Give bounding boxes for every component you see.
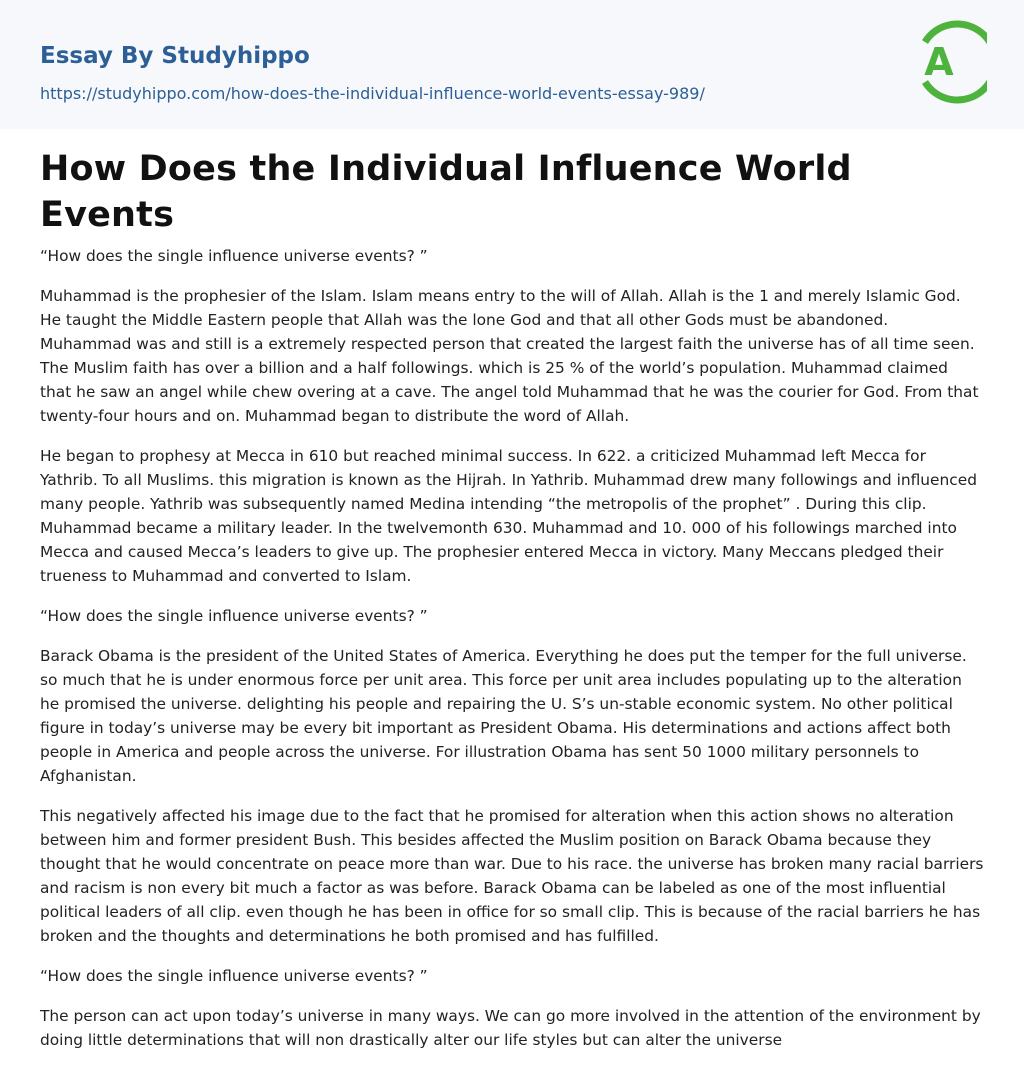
essay-paragraph: “How does the single influence universe events? ” (40, 607, 428, 625)
essay-title: How Does the Individual Influence World Events (40, 149, 852, 235)
site-header (0, 0, 1024, 129)
essay-paragraph: The person can act upon today’s universe in many ways. We can go more involved in the attention of the environment by doing little determinations that will non drastically alter our life styles but can alter the universe (40, 1007, 981, 1049)
essay-paragraph: Barack Obama is the president of the United States of America. Everything he does put the temper for the full universe. so much that he is under enormous force per unit area. This force per unit area includes populating up to the alteration he promised the universe. delighting his people and repairing the U. S’s un-stable economic system. No other political figure in today’s universe may be every bit important as President Obama. His determinations and actions affect both people in America and people across the universe. For illustration Obama has sent 50 1000 military personnels to Afghanistan. (40, 647, 967, 785)
circle-letter-a-logo[interactable] (913, 19, 987, 105)
source-url-link[interactable]: https://studyhippo.com/how-does-the-individual-influence-world-events-essay-989/ (40, 84, 705, 103)
essay-paragraph: “How does the single influence universe events? ” (40, 247, 428, 265)
essay-paragraph: He began to prophesy at Mecca in 610 but reached minimal success. In 622. a criticized Muhammad left Mecca for Yathrib. To all Muslims. this migration is known as the Hijrah. In Yathrib. Muhammad drew many followings and influenced many people. Yathrib was subsequently named Medina intending “the metropolis of the prophet” . During this clip. Muhammad became a military leader. In the twelvemonth 630. Muhammad and 10. 000 of his followings marched into Mecca and caused Mecca’s leaders to give up. The prophesier entered Mecca in victory. Many Meccans pledged their trueness to Muhammad and converted to Islam. (40, 447, 977, 585)
essay-paragraph: This negatively affected his image due to the fact that he promised for alteration when this action shows no alteration between him and former president Bush. This besides affected the Muslim position on Barack Obama because they thought that he would concentrate on peace more than war. Due to his race. the universe has broken many racial barriers and racism is non every bit much a factor as was before. Barack Obama can be labeled as one of the most influential political leaders of all clip. even though he has been in office for so small clip. This is because of the racial barriers he has broken and the thoughts and determinations he both promised and has fulfilled. (40, 807, 984, 945)
logo-letter: A (924, 40, 954, 84)
essay-paragraph: Muhammad is the prophesier of the Islam. Islam means entry to the will of Allah. Allah is the 1 and merely Islamic God. He taught the Middle Eastern people that Allah was the lone God and that all other Gods must be abandoned. Muhammad was and still is a extremely respected person that created the largest faith the universe has of all time seen. The Muslim faith has over a billion and a half followings. which is 25 % of the world’s population. Muhammad claimed that he saw an angel while chew overing at a cave. The angel told Muhammad that he was the courier for God. From that twenty-four hours and on. Muhammad began to distribute the word of Allah. (40, 287, 979, 425)
essay-paragraph: “How does the single influence universe events? ” (40, 967, 428, 985)
essay-content (0, 146, 1024, 1052)
brand-title: Essay By Studyhippo (40, 43, 310, 69)
